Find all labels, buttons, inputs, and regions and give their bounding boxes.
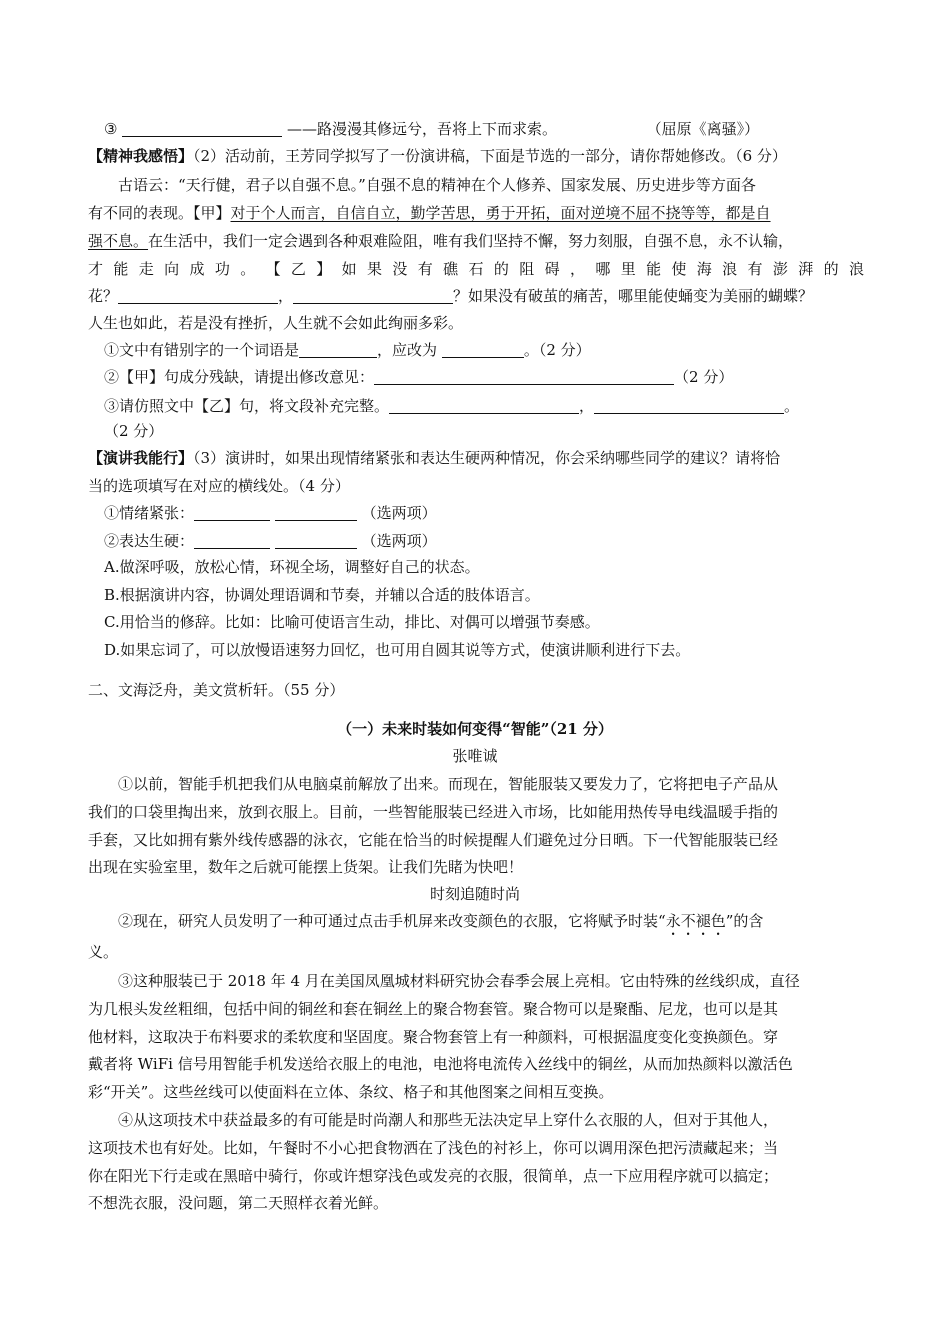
article-author: 张唯诚 xyxy=(452,747,498,765)
para-line: 你在阳光下行走或在黑暗中骑行，你或许想穿浅色或发亮的衣服，很简单，点一下应用程序就可以搞定； xyxy=(88,1167,779,1185)
para-line: 这项技术也有好处。比如，午餐时不小心把食物洒在了浅色的衬衫上，你可以调用深色把污渍藏起来；当 xyxy=(88,1139,779,1157)
choice-line-2: ②表达生硬： （选两项） xyxy=(104,532,437,550)
para-line: 我们的口袋里掏出来，放到衣服上。目前，一些智能服装已经进入市场，比如能用热传导电线温暖手指的 xyxy=(88,803,779,821)
article-title: （一）未来时装如何变得“智能”（21 分） xyxy=(337,720,613,738)
speech-intro-2: 当的选项填写在对应的横线处。（4 分） xyxy=(88,477,350,495)
sub-question-1: ①文中有错别字的一个词语是 ，应改为 。（2 分） xyxy=(104,341,591,359)
answer-blank[interactable] xyxy=(594,397,784,414)
answer-blank[interactable] xyxy=(194,532,270,549)
answer-blank[interactable] xyxy=(293,287,453,304)
option-b: B.根据演讲内容，协调处理语调和节奏，并辅以合适的肢体语言。 xyxy=(104,586,540,604)
para-line: 为几根头发丝粗细，包括中间的铜丝和套在铜丝上的聚合物套管。聚合物可以是聚酯、尼龙，也可以是其 xyxy=(88,1000,779,1018)
para-line: ④从这项技术中获益最多的有可能是时尚潮人和那些无法决定早上穿什么衣服的人，但对于其他人， xyxy=(118,1111,779,1129)
option-a: A.做深呼吸，放松心情，环视全场，调整好自己的状态。 xyxy=(104,558,480,576)
jia-sentence: 对于个人而言，自信自立，勤学苦思，勇于开拓，面对逆境不屈不挠等等，都是自 xyxy=(230,204,771,222)
para-line: 古语云：“天行健，君子以自强不息。”自强不息的精神在个人修养、国家发展、历史进步等方面各 xyxy=(118,176,756,194)
para-line: 有不同的表现。【甲】对于个人而言，自信自立，勤学苦思，勇于开拓，面对逆境不屈不挠等等，都是自 xyxy=(88,204,771,222)
answer-blank[interactable] xyxy=(389,397,579,414)
sub-question-2: ②【甲】句成分残缺，请提出修改意见： （2 分） xyxy=(104,368,734,386)
para-line: 出现在实验室里，数年之后就可能摆上货架。让我们先睹为快吧！ xyxy=(88,858,524,876)
answer-blank[interactable] xyxy=(122,120,282,137)
answer-blank[interactable] xyxy=(442,341,524,358)
para-line: 才 能 走 向 成 功 。 【 乙 】 如 果 没 有 礁 石 的 阻 碍 ， 哪 里 能 使 海 浪 有 澎 湃 的 浪 xyxy=(88,260,864,278)
answer-blank[interactable] xyxy=(374,368,674,385)
spirit-intro: 【精神我感悟】（2）活动前，王芳同学拟写了一份演讲稿，下面是节选的一部分，请你帮她修改。（6 分） xyxy=(88,147,787,165)
emphasized-phrase: 永不褪色 xyxy=(665,912,726,930)
article-subtitle: 时刻追随时尚 xyxy=(429,885,520,903)
para-line: 彩“开关”。这些丝线可以使面料在立体、条纹、格子和其他图案之间相互变换。 xyxy=(88,1083,614,1101)
item-number: ③ xyxy=(104,120,118,138)
para-line: ③这种服装已于 2018 年 4 月在美国凤凰城材料研究协会春季会展上亮相。它由特殊的丝线织成，直径 xyxy=(118,972,800,990)
para-line: 他材料，这取决于布料要求的柔软度和坚固度。聚合物套管上有一种颜料，可根据温度变化变换颜色。穿 xyxy=(88,1028,779,1046)
answer-blank[interactable] xyxy=(275,504,357,521)
sub-question-3: ③请仿照文中【乙】句，将文段补充完整。 ， 。 xyxy=(104,397,800,415)
section-tag: 【精神我感悟】 xyxy=(88,147,194,165)
option-d: D.如果忘词了，可以放慢语速努力回忆，也可用自圆其说等方式，使演讲顺利进行下去。 xyxy=(104,641,691,659)
choice-line-1: ①情绪紧张： （选两项） xyxy=(104,504,437,522)
jia-sentence-end: 强不息。 xyxy=(88,232,149,250)
para-line: ①以前，智能手机把我们从电脑桌前解放了出来。而现在，智能服装又要发力了，它将把电子产品从 xyxy=(118,775,779,793)
para-line: 义。 xyxy=(88,943,119,961)
speech-intro: 【演讲我能行】（3）演讲时，如果出现情绪紧张和表达生硬两种情况，你会采纳哪些同学的建议？请将恰 xyxy=(88,449,781,467)
quote-text: ——路漫漫其修远兮，吾将上下而求索。 xyxy=(287,120,558,138)
para-line: 不想洗衣服，没问题，第二天照样衣着光鲜。 xyxy=(88,1194,389,1212)
answer-blank[interactable] xyxy=(194,504,270,521)
answer-blank[interactable] xyxy=(118,287,278,304)
para-line: ②现在，研究人员发明了一种可通过点击手机屏来改变颜色的衣服，它将赋予时装“永不褪色”的含 xyxy=(118,912,764,930)
section-tag: 【演讲我能行】 xyxy=(88,449,194,467)
section-heading: 二、文海泛舟，美文赏析轩。（55 分） xyxy=(88,681,345,699)
quote-source: （屈原《离骚》） xyxy=(646,120,760,138)
score-note: （2 分） xyxy=(104,422,164,440)
para-line: 人生也如此，若是没有挫折，人生就不会如此绚丽多彩。 xyxy=(88,314,464,332)
quote-line xyxy=(104,119,759,139)
para-line: 戴者将 WiFi 信号用智能手机发送给衣服上的电池，电池将电流传入丝线中的铜丝，从而加热颜料以激活色 xyxy=(88,1055,793,1073)
answer-blank[interactable] xyxy=(299,341,377,358)
answer-blank[interactable] xyxy=(275,532,357,549)
para-line: 手套，又比如拥有紫外线传感器的泳衣，它能在恰当的时候提醒人们避免过分日晒。下一代智能服装已经 xyxy=(88,831,779,849)
para-line: 花？ ， ？如果没有破茧的痛苦，哪里能使蛹变为美丽的蝴蝶？ xyxy=(88,287,814,305)
option-c: C.用恰当的修辞。比如：比喻可使语言生动，排比、对偶可以增强节奏感。 xyxy=(104,613,600,631)
para-line: 强不息。在生活中，我们一定会遇到各种艰难险阻，唯有我们坚持不懈，努力刻服，自强不息，永不认输， xyxy=(88,232,794,250)
